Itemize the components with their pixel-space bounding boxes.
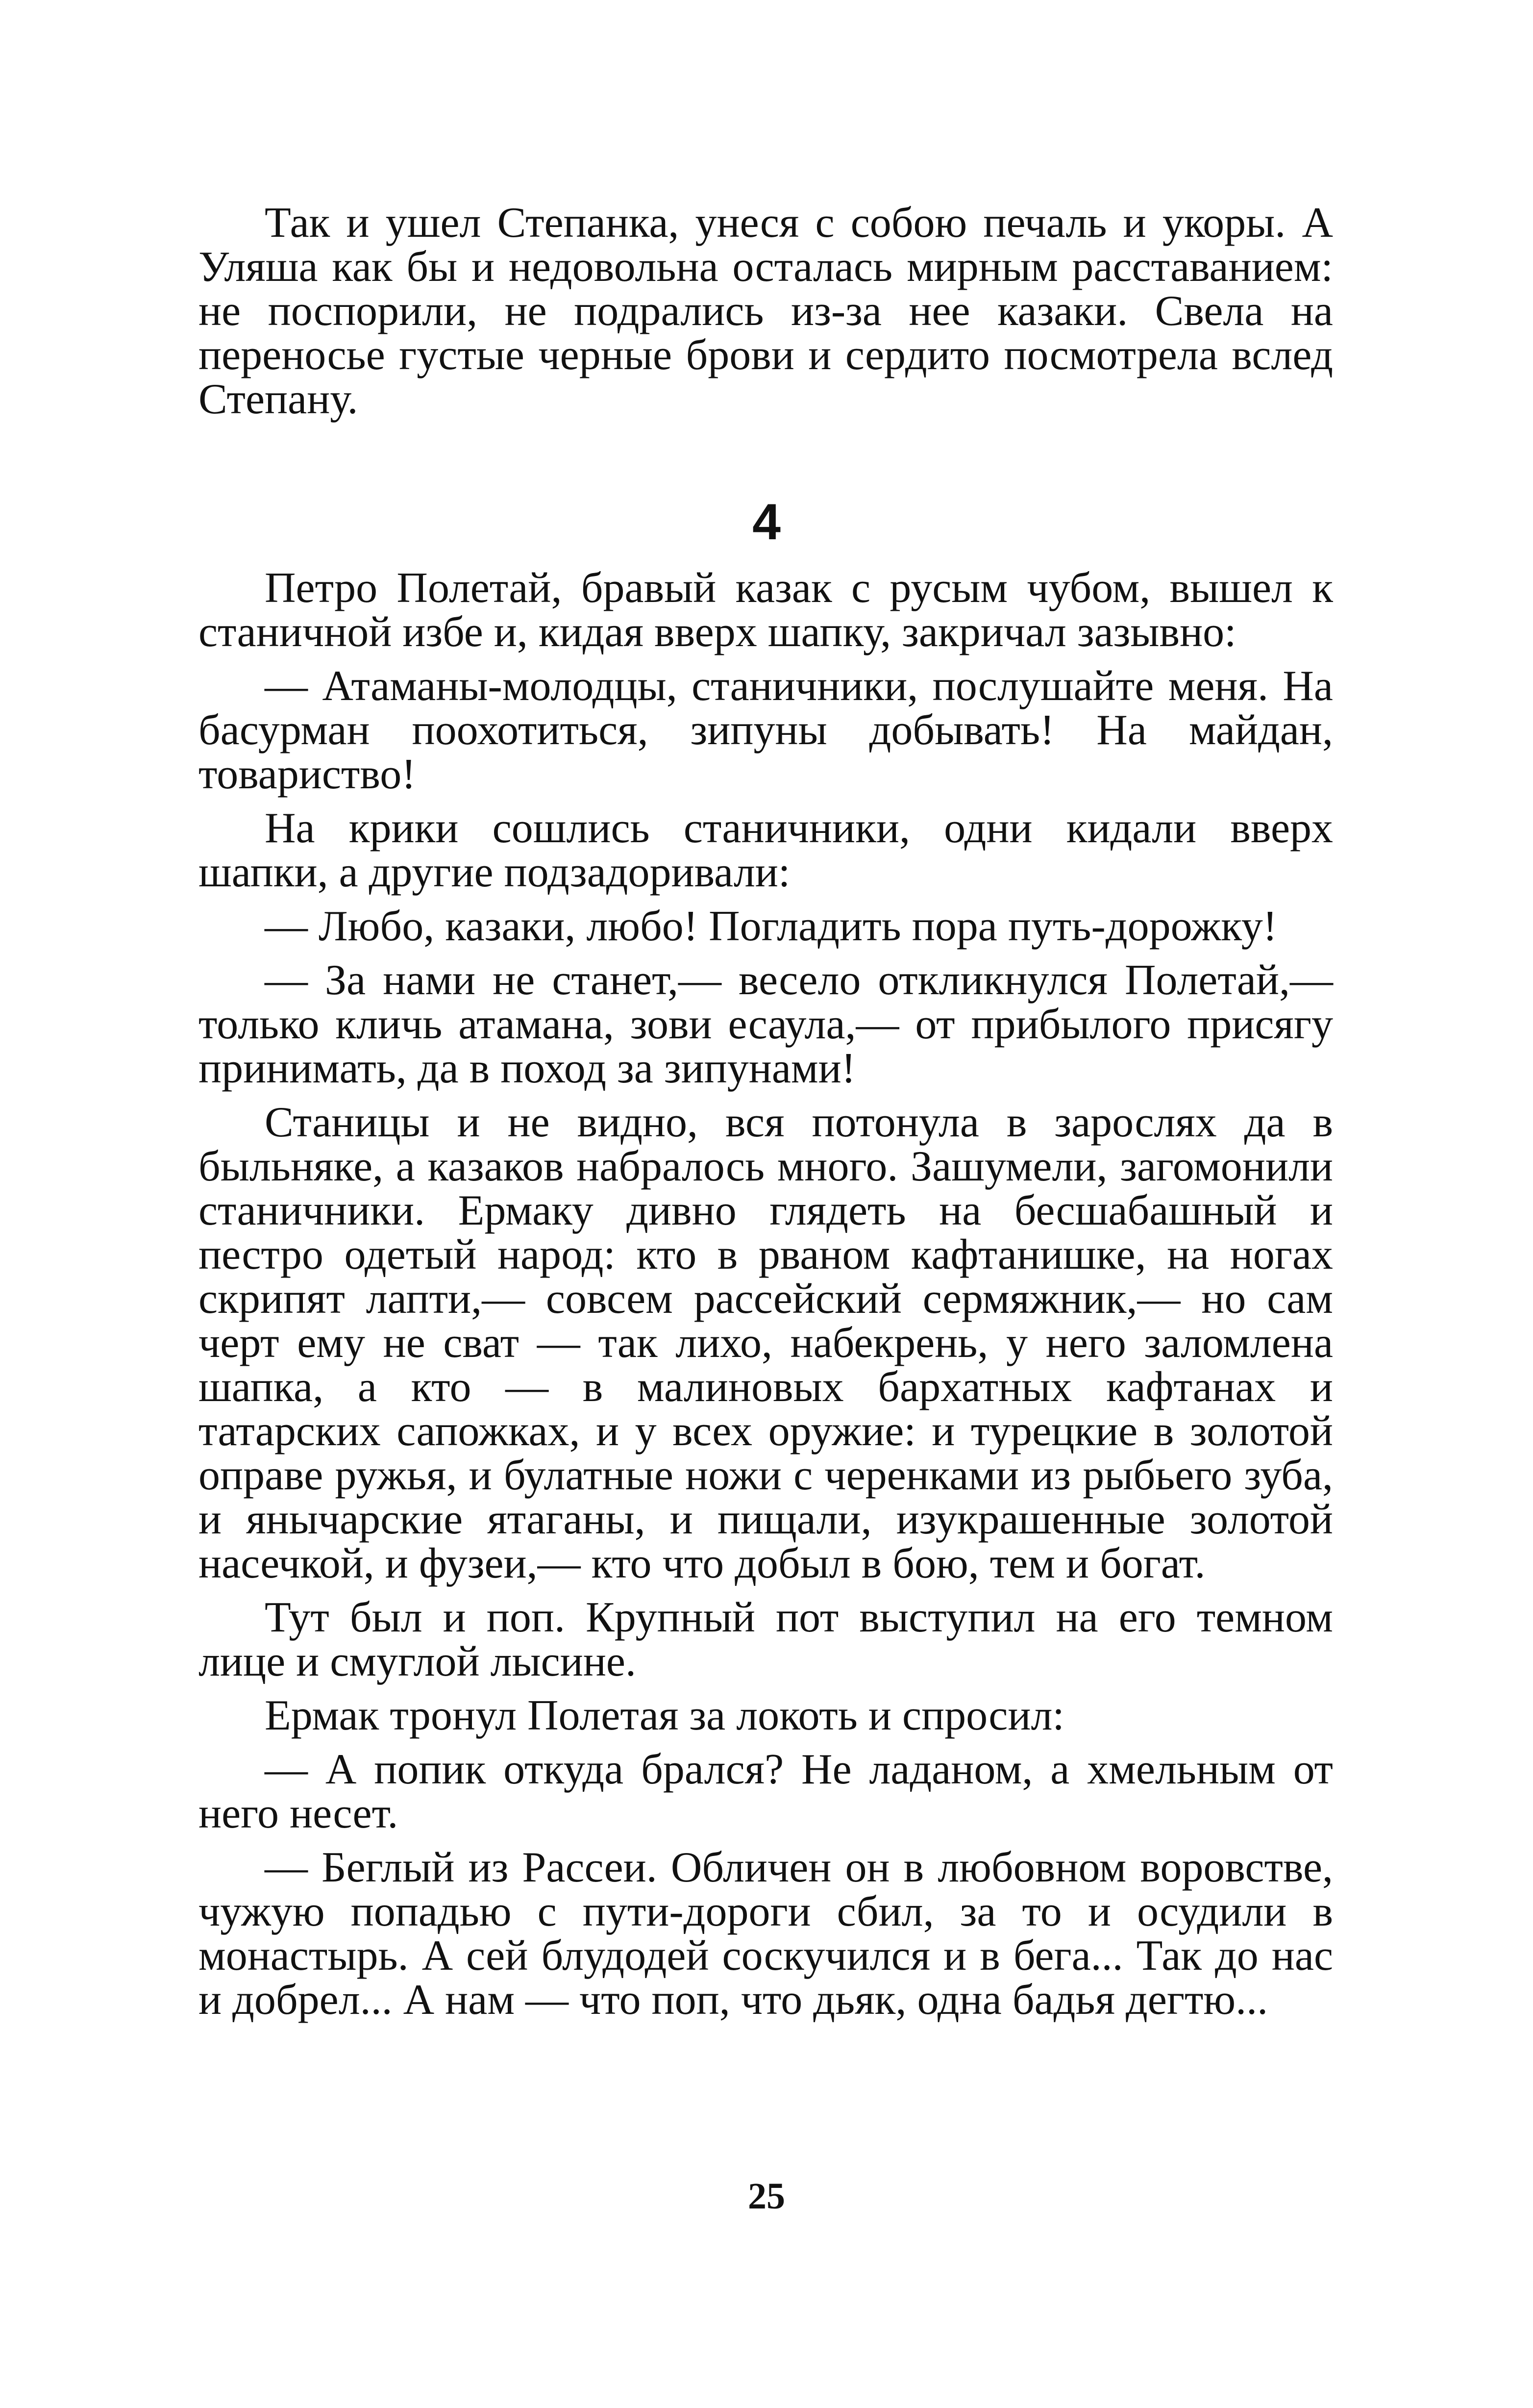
paragraph: Ермак тронул Полетая за локоть и спросил: [265, 1692, 1064, 1739]
page-number: 25 [748, 2176, 785, 2217]
paragraph: — Беглый из Рассеи. Обличен он в любовном воровстве, чужую попадью с пути-дороги сбил, за то и осудили в монастырь. А сей блудодей соскучился и в бега... Так до нас и добрел... А нам — что поп, что дьяк, одна бадья дегтю... [198, 1844, 1333, 2024]
opening-text-block [198, 201, 1333, 422]
paragraph: Станицы и не видно, вся потонула в зарослях да в быльняке, а казаков набралось много. Зашумели, загомонили станичники. Ермаку дивно глядеть на бесшабашный и пестро одетый народ: кто в рваном кафтанишке, на ногах скрипят лапти,— совсем рассейский сермяжник,— но сам черт ему не сват — так лихо, набекрень, у него заломлена шапка, а кто — в малиновых бархатных кафтанах и татарских сапожках, и у всех оружие: и турецкие в золотой оправе ружья, и булатные ножи с черенками из рыбьего зуба, и янычарские ятаганы, и пищали, изукрашенные золотой насечкой, и фузеи,— кто что добыл в бою, тем и богат. [198, 1099, 1333, 1587]
opening-paragraph: Так и ушел Степанка, унеся с собою печаль и укоры. А Уляша как бы и недовольна осталась мирным расставанием: не поспорили, не подрались из-за нее казаки. Свела на переносье густые черные брови и сердито посмотрела вслед Степану. [198, 199, 1333, 423]
paragraph: Петро Полетай, бравый казак с русым чубом, вышел к станичной избе и, кидая вверх шапку, закричал зазывно: [198, 564, 1333, 656]
paragraph: Тут был и поп. Крупный пот выступил на его темном лице и смуглой лысине. [198, 1594, 1333, 1685]
paragraph: — За нами не станет,— весело откликнулся Полетай,— только кличь атамана, зови есаула,— от прибылого присягу принимать, да в поход за зипунами! [198, 956, 1333, 1092]
chapter-number: 4 [752, 494, 781, 551]
paragraph: — Любо, казаки, любо! Погладить пора путь-дорожку! [265, 903, 1278, 950]
chapter-body [198, 566, 1333, 2032]
paragraph: — А попик откуда брался? Не ладаном, а хмельным от него несет. [198, 1746, 1333, 1837]
paragraph: — Атаманы-молодцы, станичники, послушайте меня. На басурман поохотиться, зипуны добывать! На майдан, товариство! [198, 662, 1333, 798]
paragraph: На крики сошлись станичники, одни кидали вверх шапки, а другие подзадоривали: [198, 804, 1333, 896]
